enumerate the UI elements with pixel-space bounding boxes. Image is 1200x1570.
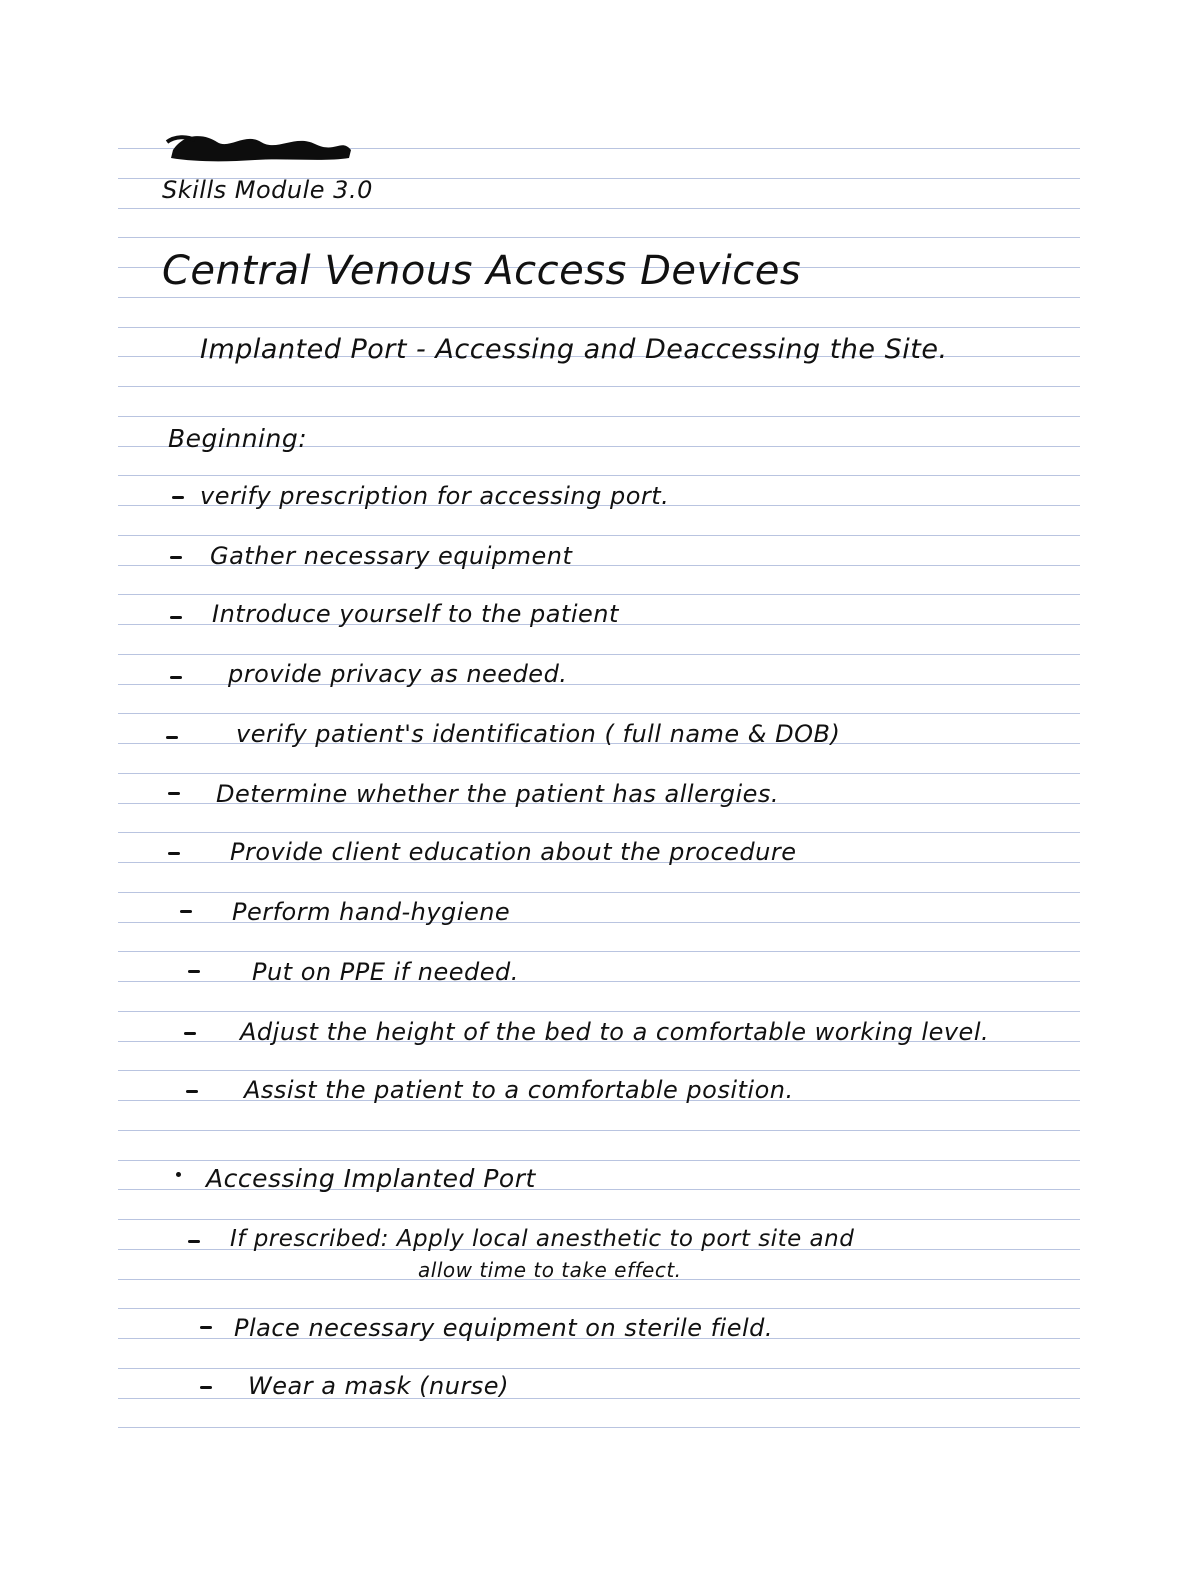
beginning-heading: Beginning: [168,424,308,453]
list-item: Place necessary equipment on sterile field. [234,1314,774,1342]
ruled-line [118,1368,1080,1369]
bullet-dash [166,736,178,739]
ruled-line [118,1011,1080,1012]
ruled-line [118,713,1080,714]
list-item: verify prescription for accessing port. [200,482,670,510]
bullet-dash [170,556,182,559]
bullet-dash [168,792,180,795]
page-title: Central Venous Access Devices [162,248,802,294]
ruled-line [118,832,1080,833]
ruled-line [118,208,1080,209]
page-subtitle: Implanted Port - Accessing and Deaccessing the Site. [200,334,948,365]
ruled-line [118,1070,1080,1071]
list-item: Provide client education about the procedure [230,838,797,866]
ruled-line [118,535,1080,536]
ruled-line [118,237,1080,238]
ruled-line [118,386,1080,387]
list-item: Determine whether the patient has allergies. [216,780,780,808]
list-item: Wear a mask (nurse) [248,1372,509,1400]
list-item: Adjust the height of the bed to a comfortable working level. [240,1018,990,1046]
ruled-line [118,416,1080,417]
list-item: Perform hand-hygiene [232,898,511,926]
ruled-line [118,327,1080,328]
bullet-dash [200,1386,212,1389]
bullet-dash [200,1326,212,1329]
list-item: verify patient's identification ( full name & DOB) [236,720,841,748]
ruled-line [118,475,1080,476]
accessing-heading: Accessing Implanted Port [206,1164,536,1193]
bullet-dash [188,1240,200,1243]
ruled-line [118,654,1080,655]
bullet-dash [170,676,182,679]
ruled-line [118,1130,1080,1131]
bullet-dot [176,1172,181,1177]
ruled-line [118,773,1080,774]
list-item: Put on PPE if needed. [252,958,519,986]
bullet-dash [180,910,192,913]
ruled-line [118,1219,1080,1220]
bullet-dash [188,970,200,973]
bullet-dash [168,852,180,855]
list-item: Assist the patient to a comfortable position. [244,1076,794,1104]
ruled-line [118,1160,1080,1161]
list-item-continuation: allow time to take effect. [418,1258,682,1282]
ruled-line [118,1308,1080,1309]
list-item: Gather necessary equipment [210,542,573,570]
list-item: Introduce yourself to the patient [212,600,619,628]
ruled-line [118,951,1080,952]
module-label: Skills Module 3.0 [162,176,373,204]
list-item: provide privacy as needed. [228,660,568,688]
ruled-line [118,892,1080,893]
ruled-line [118,297,1080,298]
ruled-line [118,594,1080,595]
bullet-dash [170,616,182,619]
bullet-dash [172,496,184,499]
bullet-dash [184,1032,196,1035]
list-item: If prescribed: Apply local anesthetic to port site and [230,1226,855,1252]
ruled-line [118,1427,1080,1428]
name-redaction-scribble [165,128,355,164]
bullet-dash [186,1090,198,1093]
